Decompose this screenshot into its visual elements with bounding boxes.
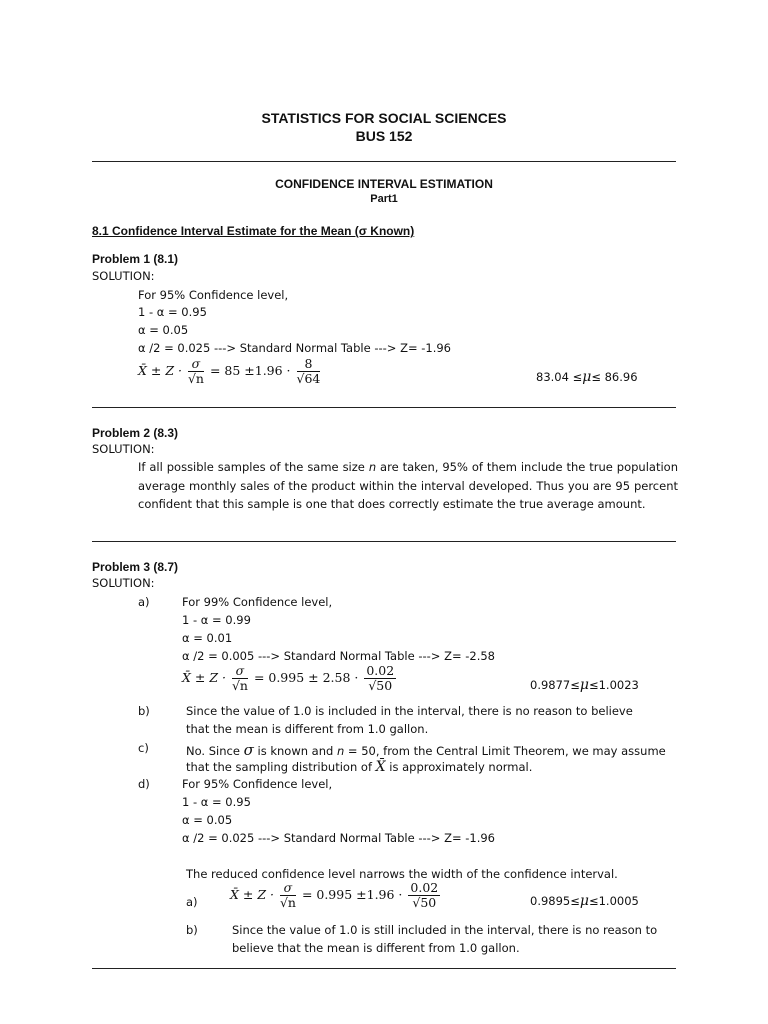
p1-line-4: α /2 = 0.025 ---> Standard Normal Table ---> Z= -1.96 bbox=[138, 341, 451, 355]
p3-a-sqrt-n: √n bbox=[231, 678, 248, 693]
p3-c-xbar: X̄ bbox=[375, 759, 386, 775]
p3-d-line-1: For 95% Confidence level, bbox=[182, 777, 333, 791]
p3-d-fraction-sigma bbox=[280, 881, 296, 910]
p3-d-den: √50 bbox=[412, 895, 437, 910]
problem-1-title: Problem 1 (8.1) bbox=[92, 252, 179, 266]
p3-a-line-2: 1 - α = 0.99 bbox=[182, 613, 251, 627]
problem-2-paragraph bbox=[138, 458, 678, 514]
p3-a-line-4: α /2 = 0.005 ---> Standard Normal Table ---> Z= -2.58 bbox=[182, 649, 495, 663]
p1-fraction-sigma bbox=[188, 357, 204, 386]
part-label: Part1 bbox=[370, 193, 398, 205]
p2-text-a: If all possible samples of the same size bbox=[138, 460, 369, 474]
p3-b-label: b) bbox=[138, 704, 150, 718]
p3-c-text-b: is known and bbox=[253, 744, 337, 758]
p3-d-sigma: σ bbox=[280, 881, 296, 896]
p3-d-formula-mid: = 0.995 ±1.96 · bbox=[301, 887, 403, 902]
p3-d-sqrt-n: √n bbox=[279, 895, 296, 910]
p1-mu: μ bbox=[582, 369, 592, 385]
divider bbox=[92, 161, 676, 162]
p3-a-ci-high: ≤1.0023 bbox=[588, 678, 639, 692]
p3-a-ci-low: 0.9877≤ bbox=[530, 678, 580, 692]
p3-a-line-3: α = 0.01 bbox=[182, 631, 233, 645]
divider bbox=[92, 407, 676, 408]
p3-d-confidence-interval bbox=[530, 893, 639, 909]
p3-d-note: The reduced confidence level narrows the width of the confidence interval. bbox=[186, 867, 618, 881]
problem-1-solution-label: SOLUTION: bbox=[92, 269, 155, 283]
problem-3-solution-label: SOLUTION: bbox=[92, 576, 155, 590]
p1-num: 8 bbox=[297, 357, 321, 372]
p1-sqrt-n: √n bbox=[187, 371, 204, 386]
p3-d-num: 0.02 bbox=[410, 880, 439, 895]
p3-a-fraction-values bbox=[364, 664, 396, 693]
p3-c-label: c) bbox=[138, 741, 149, 755]
p3-a-mu: μ bbox=[579, 677, 589, 693]
problem-2-solution-label: SOLUTION: bbox=[92, 442, 155, 456]
p3-d-line-4: α /2 = 0.025 ---> Standard Normal Table ---> Z= -1.96 bbox=[182, 831, 495, 845]
problem-3-title: Problem 3 (8.7) bbox=[92, 560, 179, 574]
topic-title: CONFIDENCE INTERVAL ESTIMATION bbox=[275, 177, 493, 191]
section-title: 8.1 Confidence Interval Estimate for the Mean (σ Known) bbox=[92, 224, 415, 238]
p3-a-sigma: σ bbox=[232, 664, 248, 679]
p3-c-n: n bbox=[336, 744, 345, 758]
p3-c-text-a: No. Since bbox=[186, 744, 244, 758]
p3-a-num: 0.02 bbox=[366, 663, 395, 678]
p3-a-line-1: For 99% Confidence level, bbox=[182, 595, 333, 609]
p2-n: n bbox=[368, 460, 377, 474]
p1-sigma: σ bbox=[188, 357, 204, 372]
course-code: BUS 152 bbox=[355, 128, 413, 144]
p3-b-line-1: Since the value of 1.0 is included in the interval, there is no reason to believe bbox=[186, 704, 633, 718]
p3-c-text-c: = 50, from the Central Limit Theorem, we may assume bbox=[344, 744, 666, 758]
p1-formula-lhs: X̄ ± Z · bbox=[138, 363, 182, 378]
p1-ci-low: 83.04 ≤ bbox=[536, 370, 583, 384]
p1-ci-high: ≤ 86.96 bbox=[591, 370, 638, 384]
p3-d-b-label: b) bbox=[186, 923, 198, 937]
p2-text-b: are taken, 95% of them include the true population average monthly sales of the product within the interval developed. Thus you are 95 percent confident that this sample is one that does correctly estimate the true average amount. bbox=[138, 460, 678, 511]
p3-a-fraction-sigma bbox=[232, 664, 248, 693]
p3-a-formula-lhs: X̄ ± Z · bbox=[182, 670, 226, 685]
p3-c-line-1 bbox=[186, 741, 666, 759]
document-title: STATISTICS FOR SOCIAL SCIENCES bbox=[261, 110, 507, 126]
p3-c-line-2 bbox=[186, 759, 532, 775]
p1-line-3: α = 0.05 bbox=[138, 323, 189, 337]
p1-formula bbox=[138, 357, 322, 386]
p3-d-line-3: α = 0.05 bbox=[182, 813, 233, 827]
p3-a-formula bbox=[182, 664, 398, 693]
p3-d-b-line-1: Since the value of 1.0 is still included in the interval, there is no reason to bbox=[232, 923, 658, 937]
divider bbox=[92, 541, 676, 542]
p3-a-den: √50 bbox=[368, 678, 393, 693]
p3-d-b-line-2: believe that the mean is different from 1.0 gallon. bbox=[232, 941, 520, 955]
p3-d-ci-low: 0.9895≤ bbox=[530, 894, 580, 908]
p3-d-label: d) bbox=[138, 777, 150, 791]
p1-formula-mid: = 85 ±1.96 · bbox=[209, 363, 291, 378]
p1-confidence-interval bbox=[536, 369, 638, 385]
divider bbox=[92, 968, 676, 969]
p3-d-formula bbox=[230, 881, 442, 910]
p3-d-mu: μ bbox=[579, 893, 589, 909]
p1-line-1: For 95% Confidence level, bbox=[138, 288, 289, 302]
p3-c-text-d: that the sampling distribution of bbox=[186, 760, 376, 774]
p1-den: √64 bbox=[296, 371, 321, 386]
p3-d-ci-high: ≤1.0005 bbox=[588, 894, 639, 908]
p3-d-line-2: 1 - α = 0.95 bbox=[182, 795, 251, 809]
problem-2-title: Problem 2 (8.3) bbox=[92, 426, 179, 440]
p3-b-line-2: that the mean is different from 1.0 gallon. bbox=[186, 722, 429, 736]
p3-d-a-label: a) bbox=[186, 895, 198, 909]
p3-a-confidence-interval bbox=[530, 677, 639, 693]
p3-a-formula-mid: = 0.995 ± 2.58 · bbox=[253, 670, 359, 685]
p1-fraction-values bbox=[297, 357, 321, 386]
p3-c-text-e: is approximately normal. bbox=[385, 760, 533, 774]
p3-a-label: a) bbox=[138, 595, 150, 609]
p3-d-formula-lhs: X̄ ± Z · bbox=[230, 887, 274, 902]
p3-d-fraction-values bbox=[408, 881, 440, 910]
p1-line-2: 1 - α = 0.95 bbox=[138, 305, 207, 319]
p3-c-sigma: σ bbox=[243, 741, 254, 759]
